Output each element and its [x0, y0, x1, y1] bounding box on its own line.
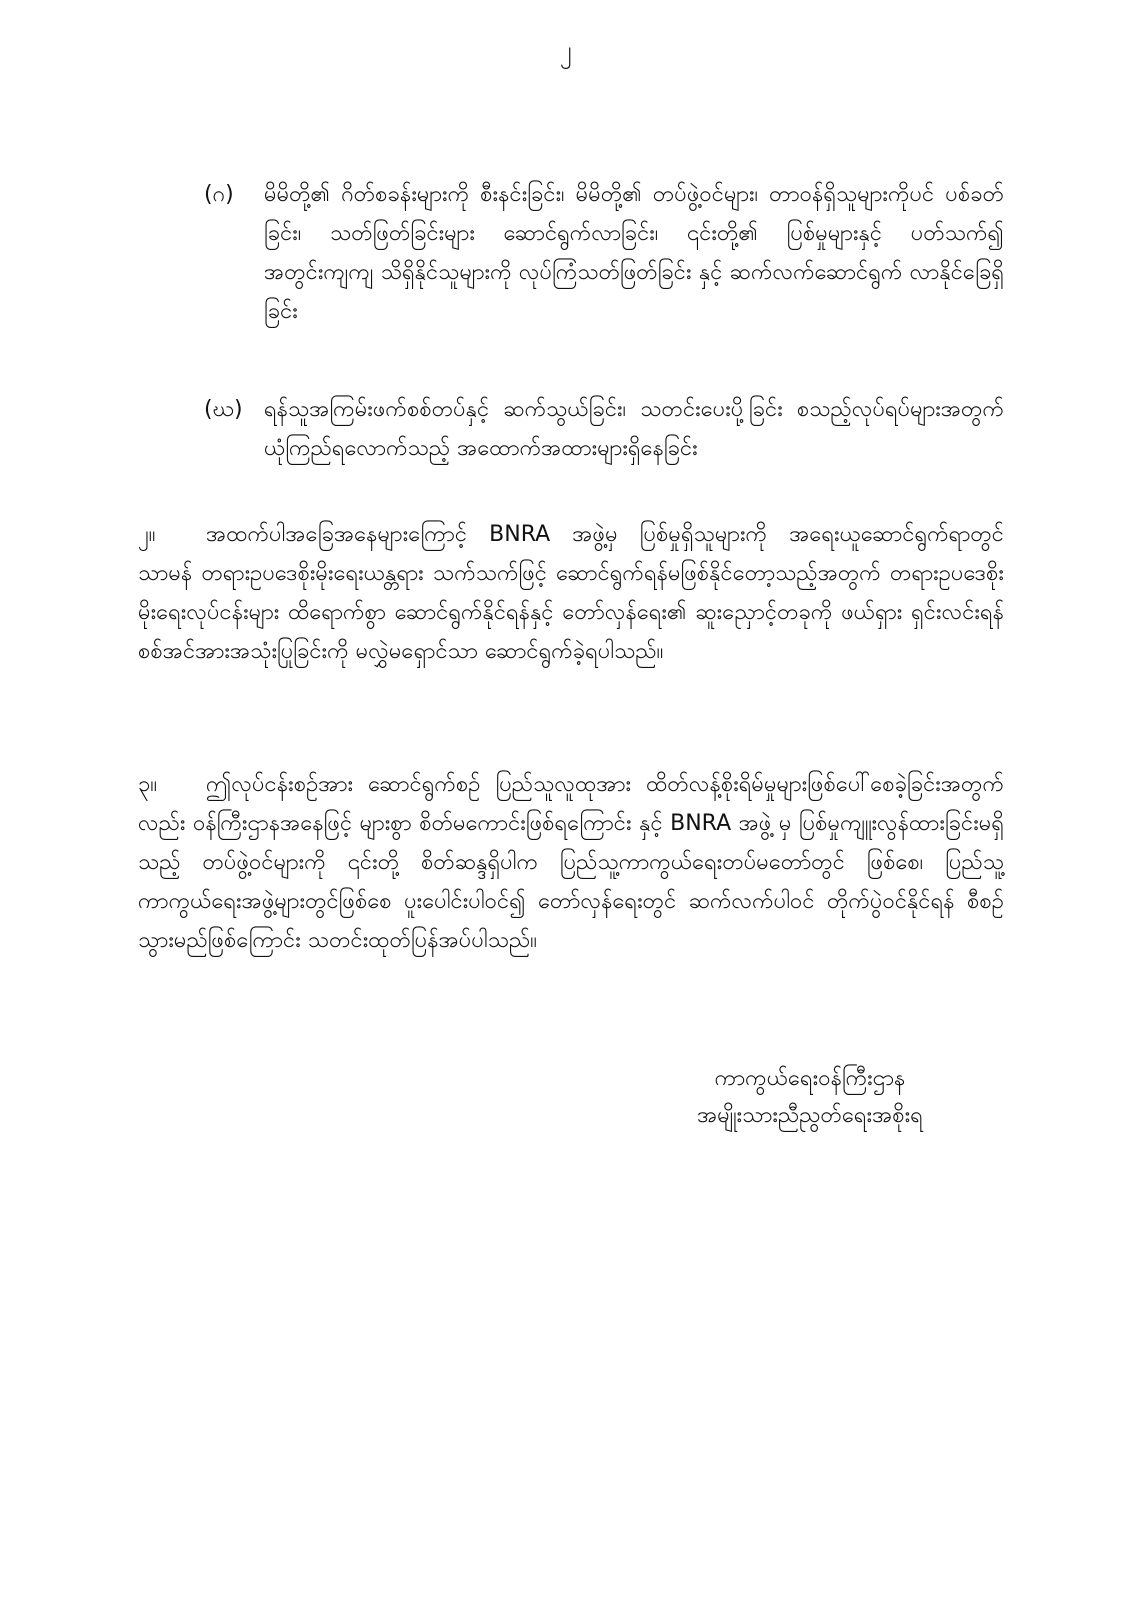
signature-government: အမျိုးသားညီညွတ်ရေးအစိုးရ: [697, 1103, 923, 1128]
signature-ministry: ကာကွယ်ရေးဝန်ကြီးဌာန: [714, 1066, 906, 1091]
paragraph-number: ၂။: [138, 522, 156, 547]
list-item-text: မိမိတို့၏ ဂိတ်စခန်းများကို စီးနင်းခြင်း၊ မိမိတို့၏ တပ်ဖွဲ့ဝင်များ၊ တာဝန်ရှိသူများကိုပင် ပစ်ခတ်ခြင်း၊ သတ်ဖြတ်ခြင်းများ ဆောင်ရွက်လာခြင်း၊ ၎င်းတို့၏ ပြစ်မှုများနှင့် ပတ်သက်၍ အတွင်းကျကျ သိရှိနိုင်သူများကို လုပ်ကြံသတ်ဖြတ်ခြင်း နှင့် ဆက်လက်ဆောင်ရွက် လာနိုင်ခြေရှိခြင်း: [264, 182, 1004, 324]
paragraph-3: [138, 765, 1004, 960]
signature-block: [660, 1060, 960, 1134]
list-item-ga: [204, 175, 1004, 331]
list-item-marker: (ဃ): [204, 397, 243, 422]
list-item-text: ရန်သူအကြမ်းဖက်စစ်တပ်နှင့် ဆက်သွယ်ခြင်း၊ သတင်းပေးပို့ခြင်း စသည့်လုပ်ရပ်များအတွက် ယုံကြည်ရလောက်သည့် အထောက်အထားများရှိနေခြင်း: [264, 397, 1004, 461]
list-item-gha: [204, 390, 1004, 468]
paragraph-text: အထက်ပါအခြေအနေများကြောင့် BNRA အဖွဲ့မှ ပြစ်မှုရှိသူများကို အရေးယူဆောင်ရွက်ရာတွင် သာမန် တရားဥပဒေစိုးမိုးရေးယန္တရား သက်သက်ဖြင့် ဆောင်ရွက်ရန်မဖြစ်နိုင်တော့သည့်အတွက် တရားဥပဒေစိုးမိုးရေးလုပ်ငန်းများ ထိရောက်စွာ ဆောင်ရွက်နိုင်ရန်နှင့် တော်လှန်ရေး၏ ဆူးညှောင့်တခုကို ဖယ်ရှား ရှင်းလင်းရန် စစ်အင်အားအသုံးပြုခြင်းကို မလွှဲမရှောင်သာ ဆောင်ရွက်ခဲ့ရပါသည်။: [138, 522, 1004, 664]
paragraph-text: ဤလုပ်ငန်းစဉ်အား ဆောင်ရွက်စဉ် ပြည်သူလူထုအား ထိတ်လန့်စိုးရိမ်မှုများဖြစ်ပေါ်စေခဲ့ခြင်းအတွက်လည်း ဝန်ကြီးဌာနအနေဖြင့် များစွာ စိတ်မကောင်းဖြစ်ရကြောင်း နှင့် BNRA အဖွဲ့ မှ ပြစ်မှုကျူးလွန်ထားခြင်းမရှိသည့် တပ်ဖွဲ့ဝင်များကို ၎င်းတို့ စိတ်ဆန္ဒရှိပါက ပြည်သူ့ကာကွယ်ရေးတပ်မတော်တွင် ဖြစ်စေ၊ ပြည်သူ့ကာကွယ်ရေးအဖွဲ့များတွင်ဖြစ်စေ ပူးပေါင်းပါဝင်၍ တော်လှန်ရေးတွင် ဆက်လက်ပါဝင် တိုက်ပွဲဝင်နိုင်ရန် စီစဉ်သွားမည်ဖြစ်ကြောင်း သတင်းထုတ်ပြန်အပ်ပါသည်။: [138, 772, 1004, 953]
paragraph-2: [138, 515, 1004, 671]
list-item-marker: (ဂ): [204, 182, 234, 207]
page-number: ၂: [559, 36, 572, 64]
paragraph-number: ၃။: [138, 772, 158, 797]
